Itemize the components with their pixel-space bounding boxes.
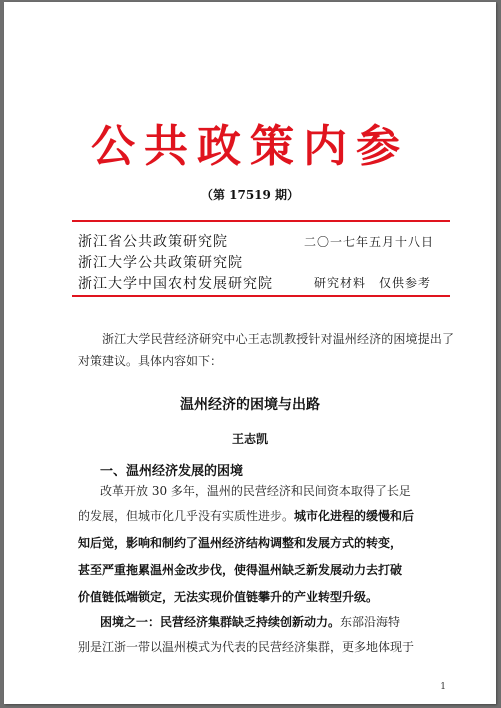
body-line-2-bold: 城市化进程的缓慢和后 [294,509,415,523]
newsletter-title: 公共政策内参 [91,121,409,172]
issue-number: （第 17519 期） [200,188,300,202]
body-line-6-bold: 困境之一：民营经济集群缺乏持续创新动力。 [100,615,341,629]
issue-date: 二〇一七年五月十八日 [304,235,435,249]
top-divider [72,220,450,222]
org-line-1: 浙江省公共政策研究院 [78,234,228,250]
org-line-3: 浙江大学中国农村发展研究院 [78,276,273,292]
intro-paragraph: 浙江大学民营经济研究中心王志凯教授针对温州经济的困境提出了对策建议。具体内容如下： [78,332,454,368]
body-line-6-normal: 东部沿海特 [340,615,401,629]
bottom-divider [72,295,450,297]
document-page [4,2,496,704]
body-line-5: 价值链低端锁定，无法实现价值链攀升的产业转型升级。 [78,590,379,604]
body-line-2 [78,507,414,524]
body-line-3: 知后觉，影响和制约了温州经济结构调整和发展方式的转变， [78,536,403,550]
body-line-1: 改革开放 30 多年，温州的民营经济和民间资本取得了长足 [100,484,411,498]
material-note: 研究材料 仅供参考 [314,276,432,290]
org-line-2: 浙江大学公共政策研究院 [78,255,243,271]
body-line-2-normal: 的发展，但城市化几乎没有实质性进步。 [78,509,295,523]
article-title: 温州经济的困境与出路 [180,397,320,413]
page-number: 1 [440,682,446,692]
body-line-7: 别是江浙一带以温州模式为代表的民营经济集群，更多地体现于 [78,640,415,654]
section-heading: 一、温州经济发展的困境 [100,464,244,479]
body-line-4: 甚至严重拖累温州金改步伐，使得温州缺乏新发展动力去打破 [78,563,403,577]
author-name: 王志凯 [231,432,268,446]
body-line-6 [100,613,400,630]
